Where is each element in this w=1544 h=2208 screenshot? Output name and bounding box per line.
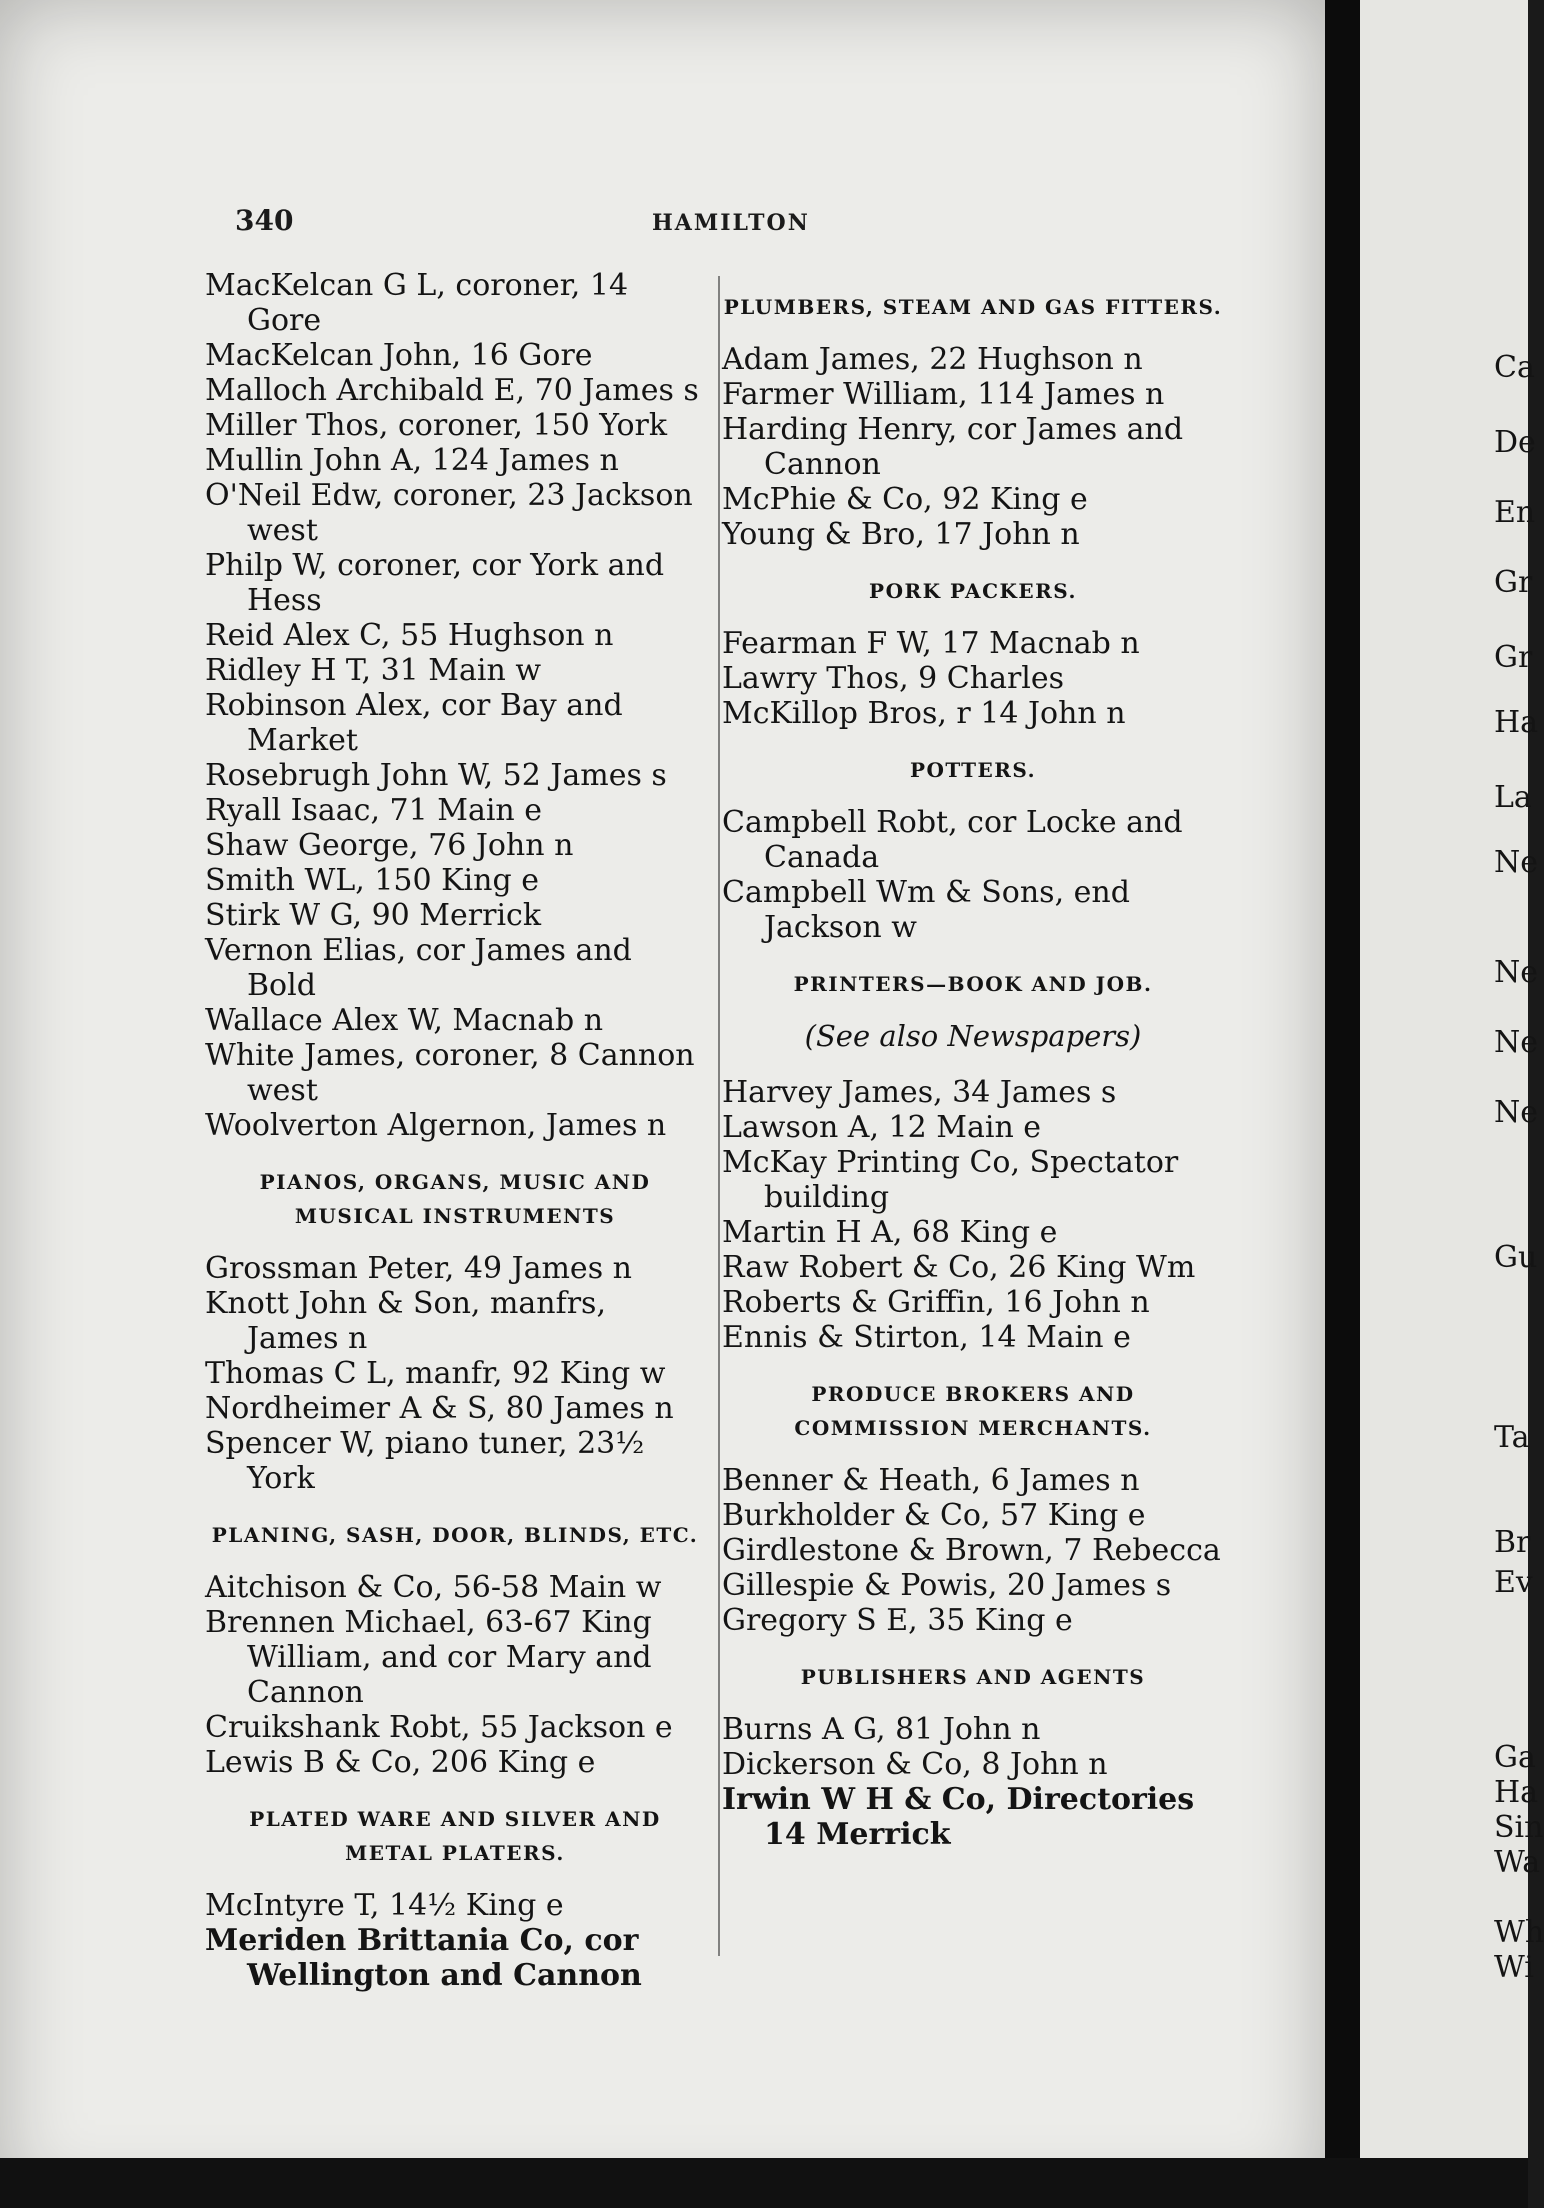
directory-entry: Ennis & Stirton, 14 Main e [722, 1320, 1131, 1355]
directory-entry: Irwin W H & Co, Directories 14 Merrick [722, 1782, 1195, 1852]
section-heading: PLANING, SASH, DOOR, BLINDS, ETC. [211, 1523, 699, 1547]
directory-entry: Spencer W, piano tuner, 23½ York [205, 1426, 645, 1496]
column-divider [718, 276, 720, 1956]
directory-entry: Stirk W G, 90 Merrick [205, 898, 542, 933]
facing-page-text: Ca [1494, 350, 1535, 385]
directory-entry: Robinson Alex, cor Bay and Market [205, 688, 623, 758]
directory-entry: O'Neil Edw, coroner, 23 Jackson west [205, 478, 693, 548]
directory-entry: McPhie & Co, 92 King e [722, 482, 1088, 517]
facing-page-text: En [1494, 495, 1536, 530]
directory-entry: Benner & Heath, 6 James n [722, 1463, 1140, 1498]
facing-page-text: Sin [1494, 1810, 1544, 1845]
directory-entry: Miller Thos, coroner, 150 York [205, 408, 668, 443]
directory-entry: Woolverton Algernon, James n [205, 1108, 667, 1143]
section-heading: PORK PACKERS. [869, 579, 1077, 603]
directory-entry: Girdlestone & Brown, 7 Rebecca [722, 1533, 1221, 1568]
directory-entry: Knott John & Son, manfrs, James n [205, 1286, 606, 1356]
directory-entry: Martin H A, 68 King e [722, 1215, 1058, 1250]
directory-entry: MacKelcan John, 16 Gore [205, 338, 593, 373]
directory-entry: McKillop Bros, r 14 John n [722, 696, 1126, 731]
directory-entry: Cruikshank Robt, 55 Jackson e [205, 1710, 673, 1745]
directory-entry: Lawson A, 12 Main e [722, 1110, 1042, 1145]
directory-entry: MacKelcan G L, coroner, 14 Gore [205, 268, 629, 338]
directory-entry: Meriden Brittania Co, cor Wellington and Cannon [205, 1923, 642, 1993]
left-column [205, 268, 705, 1993]
directory-entry: White James, coroner, 8 Cannon west [205, 1038, 695, 1108]
directory-entry: Young & Bro, 17 John n [722, 517, 1080, 552]
page-number: 340 [235, 204, 294, 237]
directory-entry: Wallace Alex W, Macnab n [205, 1003, 604, 1038]
facing-page-text: Ne [1494, 955, 1539, 990]
directory-entry: Reid Alex C, 55 Hughson n [205, 618, 614, 653]
directory-entry: Thomas C L, manfr, 92 King w [205, 1356, 666, 1391]
directory-entry: Adam James, 22 Hughson n [722, 342, 1143, 377]
directory-entry: Burkholder & Co, 57 King e [722, 1498, 1146, 1533]
directory-entry: Raw Robert & Co, 26 King Wm [722, 1250, 1196, 1285]
page-title: HAMILTON [652, 210, 810, 236]
directory-entry: Lawry Thos, 9 Charles [722, 661, 1065, 696]
facing-page-text: Ne [1494, 1095, 1539, 1130]
directory-entry: Lewis B & Co, 206 King e [205, 1745, 596, 1780]
directory-entry: Philp W, coroner, cor York and Hess [205, 548, 665, 618]
directory-entry: McKay Printing Co, Spectator building [722, 1145, 1179, 1215]
directory-entry: McIntyre T, 14½ King e [205, 1888, 564, 1923]
middle-column [722, 268, 1224, 1852]
facing-page-text: Gr [1494, 565, 1533, 600]
scan-border [0, 2158, 1528, 2208]
directory-entry: Campbell Robt, cor Locke and Canada [722, 805, 1183, 875]
facing-page-text: Ne [1494, 845, 1539, 880]
directory-entry: Roberts & Griffin, 16 John n [722, 1285, 1150, 1320]
directory-entry: Farmer William, 114 James n [722, 377, 1165, 412]
facing-page-text: Ne [1494, 1025, 1539, 1060]
section-heading: PUBLISHERS AND AGENTS [800, 1665, 1146, 1689]
see-also-note: (See also Newspapers) [804, 1019, 1142, 1053]
directory-entry: Malloch Archibald E, 70 James s [205, 373, 699, 408]
directory-entry: Gillespie & Powis, 20 James s [722, 1568, 1172, 1603]
directory-entry: Fearman F W, 17 Macnab n [722, 626, 1140, 661]
directory-entry: Smith WL, 150 King e [205, 863, 539, 898]
section-heading: PRINTERS—BOOK AND JOB. [793, 972, 1153, 996]
facing-page-text: La [1494, 780, 1532, 815]
directory-entry: Dickerson & Co, 8 John n [722, 1747, 1108, 1782]
section-heading: PLUMBERS, STEAM AND GAS FITTERS. [723, 295, 1223, 319]
directory-entry: Vernon Elias, cor James and Bold [205, 933, 632, 1003]
directory-entry: Campbell Wm & Sons, end Jackson w [722, 875, 1130, 945]
directory-entry: Rosebrugh John W, 52 James s [205, 758, 667, 793]
directory-entry: Brennen Michael, 63-67 King William, and cor Mary and Cannon [205, 1605, 652, 1710]
section-heading: PIANOS, ORGANS, MUSIC AND MUSICAL INSTRUMENTS [259, 1170, 651, 1228]
directory-entry: Ridley H T, 31 Main w [205, 653, 542, 688]
facing-page-fragment [1360, 0, 1544, 2208]
book-gutter [1325, 0, 1360, 2208]
directory-entry: Mullin John A, 124 James n [205, 443, 619, 478]
facing-page-text: Ev [1494, 1565, 1533, 1600]
facing-page-text: Ha [1494, 1775, 1539, 1810]
directory-entry: Aitchison & Co, 56-58 Main w [205, 1570, 662, 1605]
section-heading: PRODUCE BROKERS AND COMMISSION MERCHANTS. [794, 1382, 1152, 1440]
facing-page-text: Ta [1494, 1420, 1530, 1455]
directory-entry: Harding Henry, cor James and Cannon [722, 412, 1184, 482]
facing-page-text: Gr [1494, 640, 1533, 675]
directory-entry: Ryall Isaac, 71 Main e [205, 793, 543, 828]
section-heading: PLATED WARE AND SILVER AND METAL PLATERS. [249, 1807, 661, 1865]
facing-page-text: Br [1494, 1525, 1531, 1560]
directory-entry: Gregory S E, 35 King e [722, 1603, 1073, 1638]
directory-entry: Shaw George, 76 John n [205, 828, 574, 863]
facing-page-text: Wa [1494, 1845, 1541, 1880]
facing-page-text: Ha [1494, 705, 1539, 740]
directory-entry: Harvey James, 34 James s [722, 1075, 1117, 1110]
section-heading: POTTERS. [909, 758, 1037, 782]
facing-page-text: Wh [1494, 1915, 1544, 1950]
facing-page-text: Wi [1494, 1950, 1534, 1985]
directory-entry: Grossman Peter, 49 James n [205, 1251, 632, 1286]
facing-page-text: De [1494, 425, 1536, 460]
facing-page-text: Gu [1494, 1240, 1538, 1275]
directory-entry: Burns A G, 81 John n [722, 1712, 1041, 1747]
directory-entry: Nordheimer A & S, 80 James n [205, 1391, 674, 1426]
facing-page-text: Ga [1494, 1740, 1536, 1775]
